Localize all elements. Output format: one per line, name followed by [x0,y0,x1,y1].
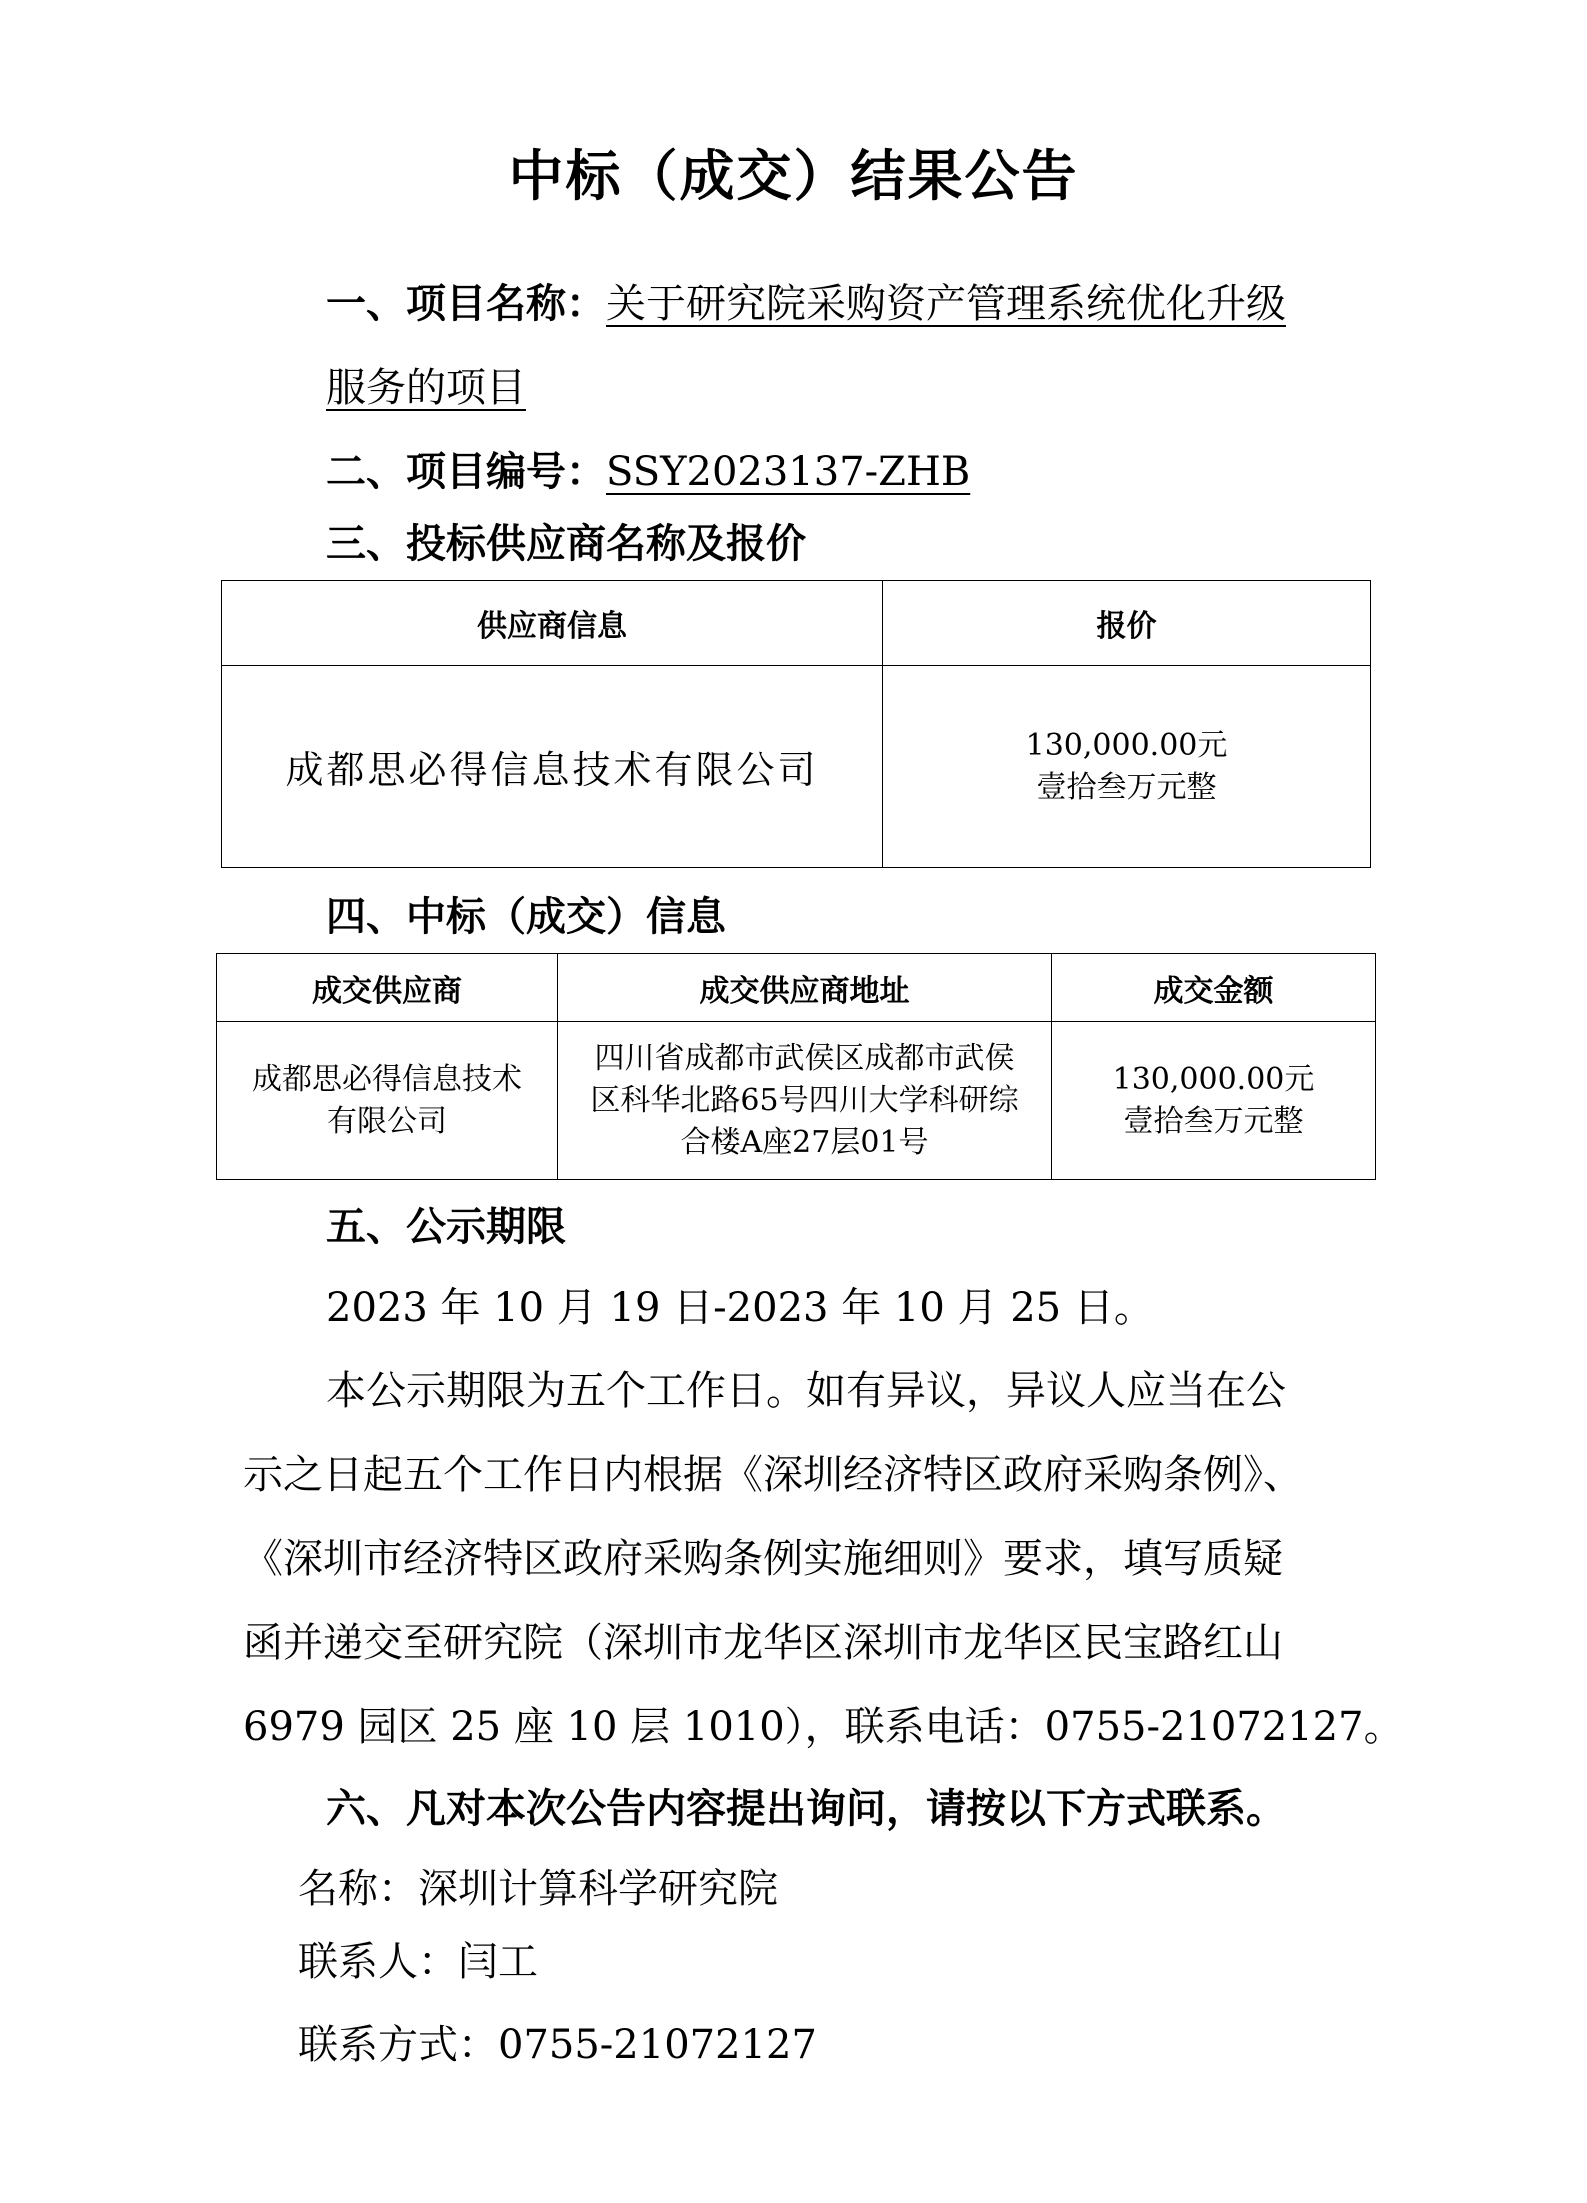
award-address-line3: 合楼A座27层01号 [680,1124,929,1160]
award-table-header-row [217,954,1376,1022]
bid-price-cell [883,666,1371,868]
award-header-amount: 成交金额 [1052,954,1376,1022]
award-address-line2: 区科华北路65号四川大学科研综 [590,1082,1019,1118]
section4-heading: 四、中标（成交）信息 [326,894,726,940]
bid-table-header-row [222,581,1371,666]
award-table [216,953,1376,1180]
award-address-cell [558,1022,1052,1180]
notice-line-1: 本公示期限为五个工作日。如有异议，异议人应当在公 [326,1368,1286,1414]
bid-header-price: 报价 [883,581,1371,666]
contact-org-name: 名称：深圳计算科学研究院 [298,1866,778,1912]
bid-header-supplier: 供应商信息 [222,581,883,666]
notice-line-4: 函并递交至研究院（深圳市龙华区深圳市龙华区民宝路红山 [243,1620,1283,1666]
section5-heading: 五、公示期限 [326,1204,566,1250]
notice-line-5: 6979 园区 25 座 10 层 1010），联系电话：0755-21072127。 [243,1704,1404,1750]
page-title: 中标（成交）结果公告 [508,144,1079,208]
award-supplier-cell [217,1022,558,1180]
contact-person: 联系人：闫工 [298,1939,538,1985]
notice-line-3: 《深圳市经济特区政府采购条例实施细则》要求，填写质疑 [243,1536,1283,1582]
award-table-row [217,1022,1376,1180]
notice-line-2: 示之日起五个工作日内根据《深圳经济特区政府采购条例》、 [243,1452,1303,1498]
award-address-line1: 四川省成都市武侯区成都市武侯 [594,1040,1015,1076]
award-header-address: 成交供应商地址 [558,954,1052,1022]
award-amount-cell [1052,1022,1376,1180]
award-amount-numeric: 130,000.00元 [1112,1061,1315,1097]
award-amount-words: 壹拾叁万元整 [1123,1103,1304,1139]
section6-heading: 六、凡对本次公告内容提出询问，请按以下方式联系。 [326,1786,1286,1832]
section-project-code [326,440,970,497]
award-supplier-line2: 有限公司 [327,1103,447,1139]
award-header-supplier: 成交供应商 [217,954,558,1022]
bid-price-numeric: 130,000.00元 [1025,727,1228,763]
bid-table-row [222,666,1371,868]
bid-table [221,580,1371,868]
publicity-period: 2023 年 10 月 19 日-2023 年 10 月 25 日。 [326,1285,1154,1331]
project-name-line2: 服务的项目 [326,365,526,411]
project-name-line2-wrap [326,356,526,413]
section1-heading: 一、项目名称： [326,281,606,327]
contact-phone: 联系方式：0755-21072127 [298,2022,817,2068]
award-supplier-line1: 成都思必得信息技术 [252,1061,522,1097]
section-project-name [326,272,1286,329]
section3-heading: 三、投标供应商名称及报价 [326,521,806,567]
bid-supplier-name: 成都思必得信息技术有限公司 [222,666,883,868]
project-code: SSY2023137-ZHB [606,449,971,495]
section2-heading: 二、项目编号： [326,449,606,495]
project-name-line1: 关于研究院采购资产管理系统优化升级 [606,281,1286,327]
bid-price-words: 壹拾叁万元整 [1036,769,1217,805]
